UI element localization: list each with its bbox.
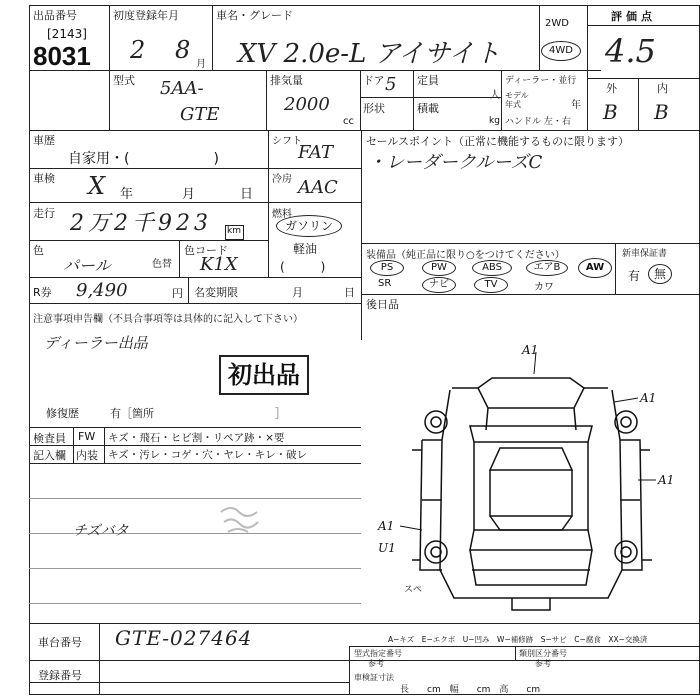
chassis-label: 車台番号 bbox=[38, 636, 82, 649]
paint-label: 色替 bbox=[152, 259, 172, 270]
grid-line bbox=[361, 243, 700, 244]
ref-1: 参考 bbox=[368, 659, 384, 668]
fuel-paren: ( ) bbox=[280, 260, 326, 274]
grid-line bbox=[349, 646, 700, 647]
mark-a1-right-top: A1 bbox=[640, 391, 657, 405]
grid-line bbox=[587, 78, 700, 79]
grid-line bbox=[29, 303, 361, 304]
repair-label: 修復歴 bbox=[46, 407, 79, 420]
cat-label: 類別区分番号 bbox=[519, 649, 567, 658]
disp-value: 2000 bbox=[284, 94, 330, 115]
grid-line bbox=[29, 202, 361, 203]
fuel-gas: ガソリン bbox=[276, 215, 342, 237]
mark-a1-top: A1 bbox=[522, 343, 539, 357]
grid-line bbox=[29, 427, 361, 428]
inspector-label-1: 検査員 bbox=[33, 432, 66, 445]
inspector-handwriting: チズバタ bbox=[73, 523, 129, 539]
grid-line bbox=[587, 5, 588, 130]
equip-sr: SR bbox=[378, 278, 392, 289]
grid-line bbox=[29, 660, 700, 661]
first-reg-label: 初度登録年月 bbox=[113, 9, 179, 22]
grid-line bbox=[188, 277, 189, 303]
lot-label: 出品番号 bbox=[33, 9, 77, 22]
interior-label: 内 bbox=[657, 82, 668, 95]
car-name-label: 車名・グレード bbox=[216, 9, 293, 22]
grid-line bbox=[29, 70, 601, 71]
sales-point-label: セールスポイント（正常に機能するものに限ります） bbox=[366, 135, 630, 148]
transfer-month: 月 bbox=[292, 286, 303, 299]
lot-number: 8031 bbox=[33, 41, 91, 71]
equip-tv: TV bbox=[474, 277, 508, 293]
inspection-label: 車検 bbox=[33, 172, 55, 185]
first-listing-stamp: 初出品 bbox=[219, 355, 309, 395]
model-year-label-1: モデル bbox=[505, 91, 529, 100]
grid-line bbox=[360, 97, 501, 98]
fuel-diesel: 軽油 bbox=[293, 242, 318, 256]
mileage-label: 走行 bbox=[33, 207, 55, 220]
interior-value: B bbox=[654, 100, 669, 124]
grid-line bbox=[29, 168, 361, 169]
dealer-label: ディーラー・並行 bbox=[505, 76, 577, 86]
damage-legend: A−キズ E−エクボ U−凹み W−補修跡 S−サビ C−腐食 XX−交換済 bbox=[388, 635, 648, 644]
score-value: 4.5 bbox=[605, 32, 656, 70]
equip-ps: PS bbox=[370, 260, 404, 276]
ref-2: 参考 bbox=[535, 659, 551, 668]
equip-abs: ABS bbox=[472, 260, 512, 276]
year-unit: 年 bbox=[571, 100, 581, 111]
warranty-yes: 有 bbox=[628, 269, 641, 283]
notes-text: ディーラー出品 bbox=[44, 334, 148, 352]
grid-line bbox=[360, 70, 361, 130]
equip-aw: AW bbox=[578, 258, 612, 278]
reg-label: 登録番号 bbox=[38, 669, 82, 682]
model-label: 型式 bbox=[113, 74, 135, 87]
fw-items: キズ・飛石・ヒビ割・リペア跡・×要 bbox=[108, 432, 285, 444]
shift-label: シフト bbox=[272, 136, 302, 147]
load-label: 積載 bbox=[417, 102, 439, 115]
score-label: 評価点 bbox=[611, 10, 656, 23]
grid-line bbox=[413, 70, 414, 130]
grid-line bbox=[109, 5, 110, 130]
equip-navi: ナビ bbox=[422, 277, 456, 293]
equip-leather: カワ bbox=[534, 282, 554, 293]
inspection-year-unit: 年 bbox=[120, 187, 134, 202]
grid-line bbox=[638, 78, 639, 130]
shape-label: 形状 bbox=[363, 102, 385, 115]
inspector-label-2: 記入欄 bbox=[33, 449, 66, 462]
fuel-label: 燃料 bbox=[272, 209, 292, 220]
interior-inspect-items: キズ・汚レ・コゲ・穴・ヤレ・キレ・破レ bbox=[108, 449, 308, 461]
lot-sub: [2143] bbox=[47, 27, 87, 41]
grid-line bbox=[179, 240, 180, 277]
chassis-value: GTE-027464 bbox=[115, 626, 253, 650]
grid-line bbox=[29, 277, 361, 278]
size-label: 車検証寸法 bbox=[354, 673, 394, 682]
color-code-value: K1X bbox=[200, 254, 238, 275]
grid-line bbox=[268, 130, 269, 277]
recycle-value: 9,490 bbox=[76, 280, 128, 301]
equipment-label: 装備品（純正品に限り○をつけてください） bbox=[366, 250, 565, 261]
warranty-label: 新車保証書 bbox=[622, 249, 668, 259]
after-label: 後日品 bbox=[366, 298, 399, 311]
capacity-label: 定員 bbox=[417, 74, 439, 87]
sales-point-value: ・レーダークルーズC bbox=[368, 152, 543, 173]
inspection-day-unit: 日 bbox=[240, 187, 254, 202]
car-damage-diagram bbox=[362, 330, 700, 622]
grid-line bbox=[361, 294, 700, 295]
shift-value: FAT bbox=[298, 142, 333, 163]
mark-a1-right: A1 bbox=[658, 473, 675, 487]
first-reg-year: 2 bbox=[130, 36, 146, 64]
fw-label: FW bbox=[78, 430, 96, 443]
grid-line bbox=[587, 25, 700, 26]
grid-line bbox=[29, 240, 268, 241]
grid-line bbox=[29, 130, 700, 131]
grid-line bbox=[539, 5, 540, 70]
disp-label: 排気量 bbox=[270, 74, 303, 87]
model-cert-label: 型式指定番号 bbox=[354, 649, 402, 658]
grid-line bbox=[29, 463, 361, 464]
drive-2wd: 2WD bbox=[545, 18, 569, 29]
car-name: XV 2.0e-L アイサイト bbox=[238, 39, 501, 69]
warranty-no: 無 bbox=[648, 264, 672, 284]
size-items: 長 cm 幅 cm 高 cm bbox=[400, 685, 541, 695]
model-value-2: GTE bbox=[180, 104, 220, 125]
color-label: 色 bbox=[33, 244, 44, 257]
disp-unit: cc bbox=[343, 116, 354, 127]
color-value: パール bbox=[63, 256, 111, 275]
grid-line bbox=[515, 646, 516, 660]
equip-pw: PW bbox=[422, 260, 456, 276]
yen-unit: 円 bbox=[172, 287, 183, 300]
history-label: 車歴 bbox=[33, 134, 55, 147]
model-value-1: 5AA- bbox=[160, 78, 204, 99]
grid-line bbox=[349, 646, 350, 695]
grid-line bbox=[501, 70, 502, 130]
exterior-value: B bbox=[603, 100, 618, 124]
grid-line bbox=[266, 70, 267, 130]
door-label: ドア bbox=[363, 74, 385, 87]
handle-label: ハンドル 左・右 bbox=[505, 117, 571, 127]
transfer-label: 名変期限 bbox=[194, 286, 238, 299]
exterior-label: 外 bbox=[606, 82, 617, 95]
equip-airbag: エアB bbox=[526, 260, 568, 276]
note-line bbox=[29, 498, 361, 499]
model-year-label-2: 年式 bbox=[505, 100, 521, 109]
repair-value: 有［箇所 ］ bbox=[110, 407, 286, 420]
mark-u1-left: U1 bbox=[378, 541, 396, 555]
note-line bbox=[29, 603, 361, 604]
grid-line bbox=[99, 623, 100, 695]
mark-a1-left: A1 bbox=[378, 519, 395, 533]
grid-line bbox=[29, 445, 361, 446]
drive-4wd: 4WD bbox=[541, 41, 581, 61]
history-value: 自家用・( ) bbox=[68, 151, 219, 167]
notes-label: 注意事項申告欄（不具合事項等は具体的に記入して下さい） bbox=[33, 314, 303, 325]
first-reg-month: 8 bbox=[175, 36, 191, 64]
load-unit: kg bbox=[489, 116, 500, 126]
grid-line bbox=[104, 427, 105, 463]
month-unit: 月 bbox=[196, 59, 206, 70]
capacity-unit: 人 bbox=[490, 90, 500, 101]
km-unit: km bbox=[227, 226, 241, 236]
grid-line bbox=[615, 243, 616, 294]
inspection-month-unit: 月 bbox=[182, 187, 196, 202]
ac-label: 冷房 bbox=[272, 174, 292, 185]
grid-line bbox=[361, 130, 362, 340]
mileage-value: 2万2千923 bbox=[70, 211, 212, 236]
recycle-label: R券 bbox=[33, 286, 52, 299]
grid-line bbox=[29, 623, 700, 624]
ac-value: AAC bbox=[298, 177, 338, 198]
spare-label: スペ bbox=[404, 585, 423, 595]
note-line bbox=[29, 568, 361, 569]
interior-inspect-label: 内装 bbox=[76, 449, 98, 462]
grid-line bbox=[73, 427, 74, 463]
scribble bbox=[216, 500, 266, 540]
inspection-value: X bbox=[88, 172, 106, 200]
transfer-day: 日 bbox=[344, 286, 355, 299]
color-code-label: 色コード bbox=[184, 244, 228, 257]
grid-line bbox=[212, 5, 213, 70]
door-value: 5 bbox=[385, 74, 397, 95]
